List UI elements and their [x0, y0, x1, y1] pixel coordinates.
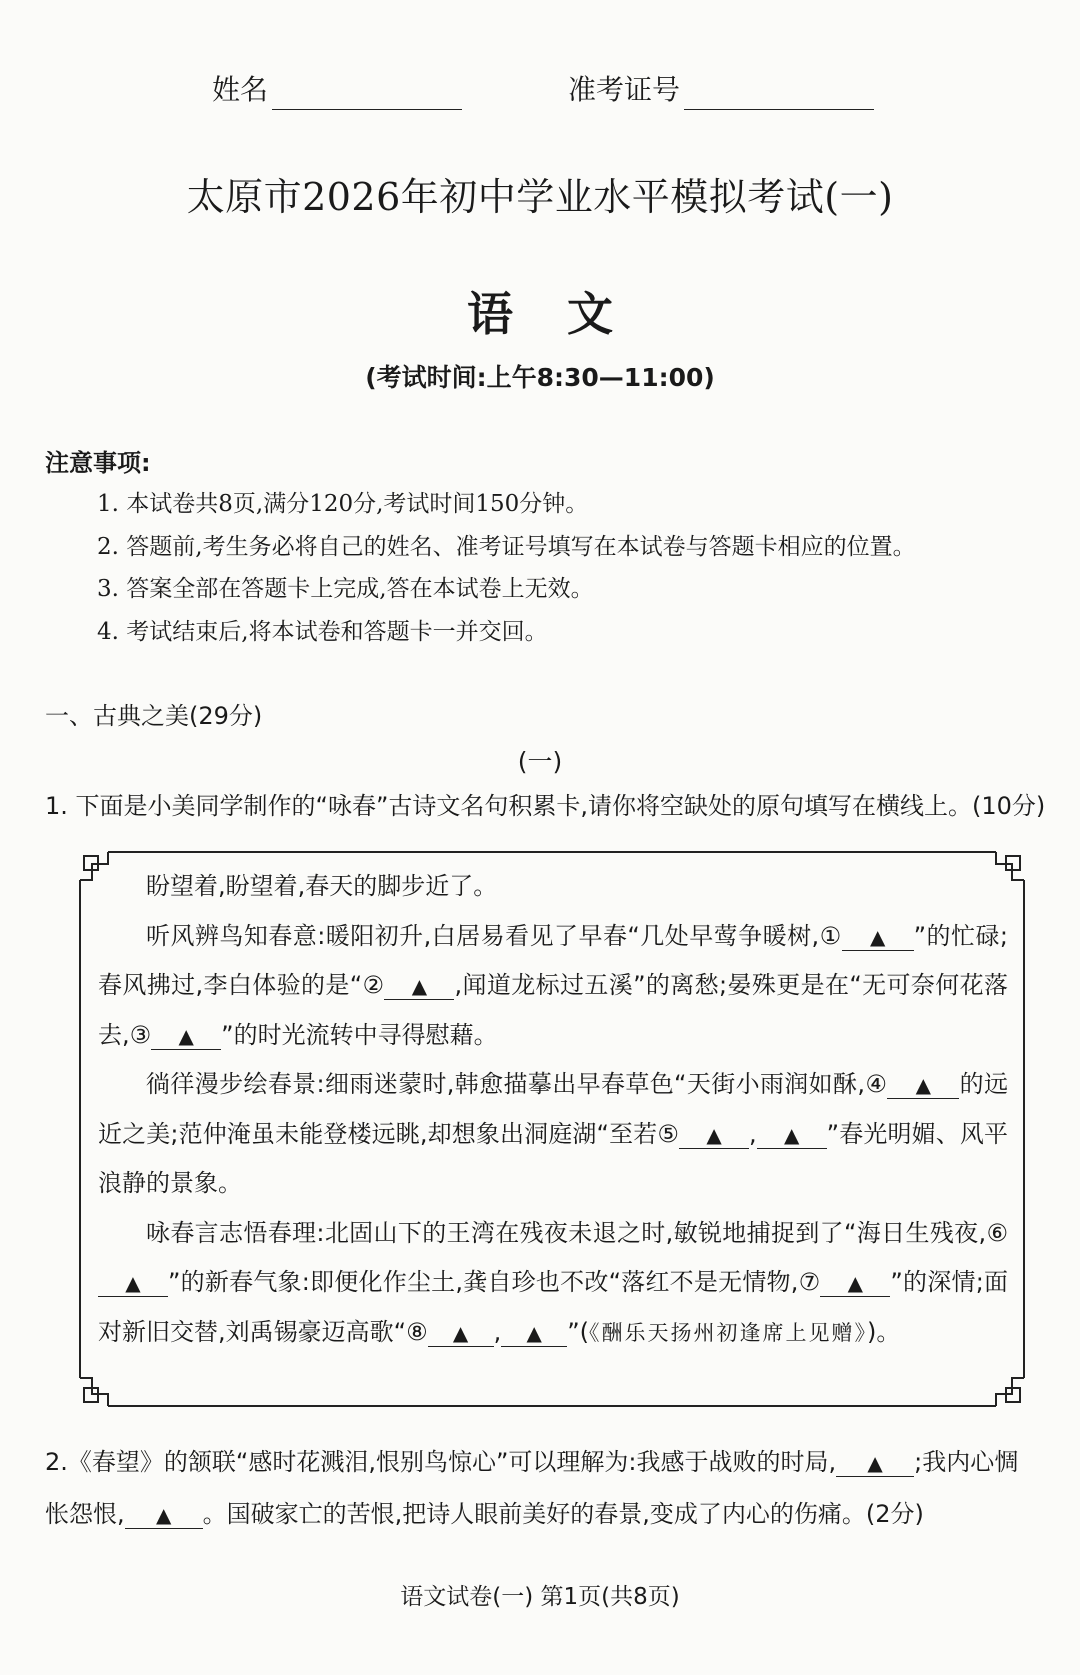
answer-blank: [836, 1449, 914, 1477]
triangle-icon: ▲: [867, 1451, 883, 1475]
name-label: 姓名: [212, 73, 269, 106]
answer-blank: [428, 1319, 494, 1347]
answer-blank: [384, 972, 454, 1000]
exam-time: (考试时间:上午8:30—11:00): [365, 363, 715, 392]
triangle-icon: ▲: [915, 1073, 931, 1097]
triangle-icon: ▲: [869, 924, 886, 949]
answer-blank: [501, 1319, 567, 1347]
note-item: 3. 答案全部在答题卡上完成,答在本试卷上无效。: [97, 576, 594, 602]
sub-section-heading: (一): [517, 747, 563, 776]
exam-title: 太原市2026年初中学业水平模拟考试(一): [186, 175, 894, 219]
triangle-icon: ▲: [706, 1122, 722, 1147]
question-2: 2.《春望》的颔联“感时花溅泪,恨别鸟惊心”可以理解为:我感于战败的时局, ▲ ;我内心惆怅怨恨, ▲ 。国破家亡的苦恨,把诗人眼前美好的春景,变成了内心的伤痛。(2分): [45, 1448, 1019, 1528]
note-item: 1. 本试卷共8页,满分120分,考试时间150分钟。: [97, 491, 589, 517]
triangle-icon: ▲: [411, 974, 428, 998]
verse-card: [98, 862, 1008, 1358]
note-item: 2. 答题前,考生务必将自己的姓名、准考证号填写在本试卷与答题卡相应的位置。: [97, 534, 916, 560]
poem-source: 《酬乐天扬州初逢席上见赠》: [589, 1320, 868, 1345]
name-blank-line: [272, 79, 462, 110]
answer-blank: [757, 1121, 827, 1149]
answer-blank: [98, 1269, 168, 1297]
triangle-icon: ▲: [155, 1503, 172, 1527]
exam-id-label: 准考证号: [568, 73, 681, 106]
card-paragraph-2: 徜徉漫步绘春景:细雨迷蒙时,韩愈描摹出早春草色“天街小雨润如酥,④ ▲ 的远近之美;范仲淹虽未能登楼远眺,却想象出洞庭湖“至若⑤ ▲ , ▲ ”春光明媚、风平浪静的景象。: [98, 1070, 1009, 1197]
answer-blank: [887, 1071, 959, 1099]
exam-id-field: [568, 70, 874, 110]
answer-blank: [679, 1121, 749, 1149]
note-item: 4. 考试结束后,将本试卷和答题卡一并交回。: [97, 619, 548, 645]
card-intro: 盼望着,盼望着,春天的脚步近了。: [146, 872, 498, 900]
answer-blank: [151, 1022, 221, 1050]
triangle-icon: ▲: [847, 1271, 864, 1295]
card-paragraph-3: 咏春言志悟春理:北固山下的王湾在残夜未退之时,敏锐地捕捉到了“海日生残夜,⑥▲ ”的新春气象:即便化作尘土,龚自珍也不改“落红不是无情物,⑦ ▲ ”的深情;面对新旧交替,刘禹锡豪迈高歌“⑧ ▲ , ▲ ”(《酬乐天扬州初逢席上见赠》)。: [98, 1218, 1008, 1346]
triangle-icon: ▲: [452, 1320, 469, 1345]
answer-blank: [842, 923, 914, 951]
section-title: 一、古典之美(29分): [45, 702, 263, 730]
subject-title: 语文: [467, 287, 667, 341]
question-1: 1. 下面是小美同学制作的“咏春”古诗文名句积累卡,请你将空缺处的原句填写在横线上。(10分): [45, 792, 1046, 820]
card-paragraph-1: 听风辨鸟知春意:暖阳初升,白居易看见了早春“几处早莺争暖树,① ▲ ”的忙碌;春风拂过,李白体验的是“② ▲ ,闻道龙标过五溪”的离愁;晏殊更是在“无可奈何花落去,③ ▲ ”的时光流转中寻得慰藉。: [98, 921, 1009, 1049]
page-footer: 语文试卷(一) 第1页(共8页): [400, 1584, 680, 1610]
name-field: [212, 70, 462, 110]
notes-heading: 注意事项:: [45, 449, 151, 477]
triangle-icon: ▲: [783, 1122, 800, 1147]
triangle-icon: ▲: [125, 1271, 141, 1295]
triangle-icon: ▲: [526, 1320, 542, 1345]
triangle-icon: ▲: [178, 1023, 194, 1048]
exam-id-blank-line: [684, 79, 874, 110]
answer-blank: [125, 1501, 203, 1529]
answer-blank: [820, 1269, 890, 1297]
